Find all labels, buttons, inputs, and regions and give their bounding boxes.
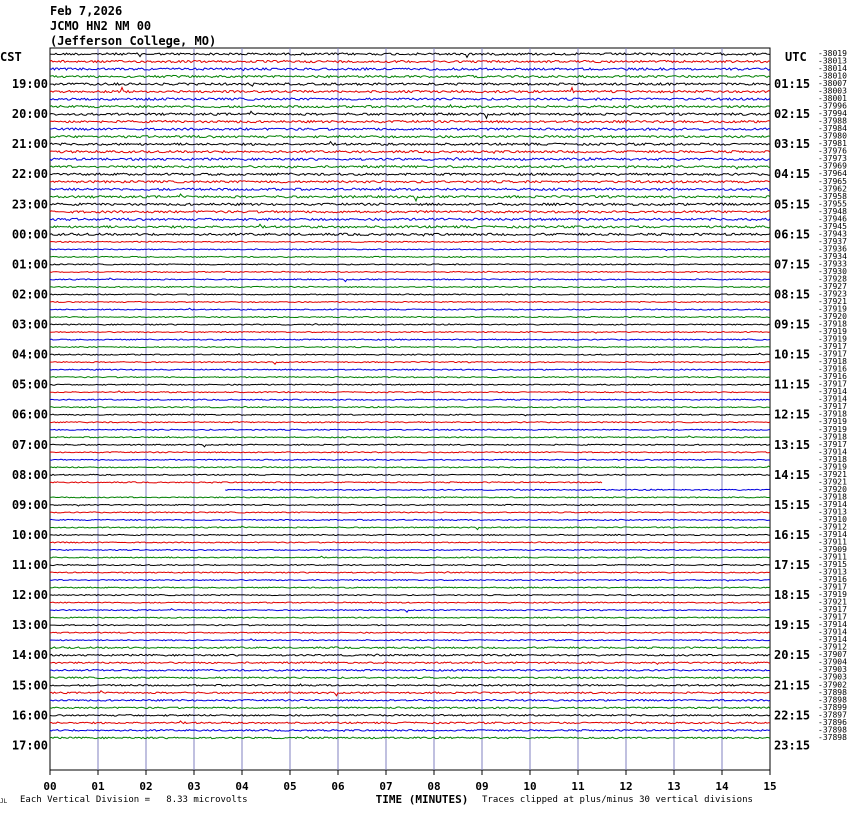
- trace-offset-label: -37917: [818, 402, 847, 412]
- cst-hour-label: 15:00: [11, 678, 48, 693]
- seismic-trace: [50, 691, 770, 696]
- trace-offset-label: -37928: [818, 274, 847, 284]
- x-tick-label: 08: [427, 780, 441, 793]
- trace-offset-label: -37919: [818, 417, 847, 427]
- seismic-trace: [50, 324, 770, 325]
- trace-offset-label: -37937: [818, 236, 847, 246]
- x-tick-label: 10: [523, 780, 537, 793]
- seismic-trace: [50, 173, 770, 175]
- trace-offset-label: -37898: [818, 687, 847, 697]
- x-tick-label: 07: [379, 780, 393, 793]
- trace-offset-label: -37914: [818, 387, 847, 397]
- seismic-trace: [50, 715, 770, 717]
- seismic-trace: [50, 654, 770, 656]
- x-tick-label: 11: [571, 780, 585, 793]
- trace-offset-label: -37916: [818, 364, 847, 374]
- trace-offset-label: -37917: [818, 342, 847, 352]
- trace-offset-label: -37903: [818, 665, 847, 675]
- trace-offset-label: -37914: [818, 635, 847, 645]
- clip-note: Traces clipped at plus/minus 30 vertical divisions: [482, 795, 753, 805]
- cst-hour-label: 23:00: [11, 197, 48, 212]
- seismic-trace: [50, 721, 770, 724]
- utc-hour-label: 17:15: [774, 558, 811, 573]
- seismic-trace: [50, 339, 770, 340]
- seismic-trace: [50, 308, 770, 310]
- seismic-trace: [50, 105, 770, 108]
- plot-date: Feb 7,2026: [50, 4, 123, 18]
- trace-offset-label: -37907: [818, 650, 847, 660]
- cst-hour-label: 16:00: [11, 708, 48, 723]
- seismic-trace: [50, 98, 770, 100]
- trace-offset-label: -37994: [818, 109, 847, 119]
- seismic-trace: [50, 474, 770, 475]
- x-tick-label: 12: [619, 780, 633, 793]
- trace-offset-label: -37913: [818, 567, 847, 577]
- trace-offset-label: -37919: [818, 424, 847, 434]
- trace-offset-label: -37902: [818, 680, 847, 690]
- trace-offset-label: -37919: [818, 334, 847, 344]
- seismic-trace: [50, 609, 770, 613]
- seismic-trace: [50, 181, 770, 183]
- trace-offset-label: -38013: [818, 56, 847, 66]
- trace-offset-label: -37915: [818, 560, 847, 570]
- trace-offset-label: -37973: [818, 154, 847, 164]
- seismic-trace: [50, 707, 770, 709]
- scale-note: Each Vertical Division = 8.33 microvolts: [20, 795, 248, 805]
- utc-hour-label: 08:15: [774, 287, 811, 302]
- trace-offset-label: -37916: [818, 575, 847, 585]
- seismic-trace: [50, 684, 770, 686]
- seismic-trace: [50, 572, 770, 573]
- seismic-trace: [50, 53, 770, 58]
- trace-offset-label: -37918: [818, 454, 847, 464]
- seismic-trace: [50, 384, 770, 385]
- utc-hour-label: 20:15: [774, 648, 811, 663]
- left-timezone-label: CST: [0, 50, 22, 64]
- x-tick-label: 06: [331, 780, 345, 793]
- cst-hour-label: 01:00: [11, 257, 48, 272]
- trace-offset-label: -37914: [818, 529, 847, 539]
- utc-hour-label: 11:15: [774, 377, 811, 392]
- utc-hour-label: 07:15: [774, 257, 811, 272]
- seismic-trace: [50, 301, 770, 302]
- trace-offset-label: -37914: [818, 394, 847, 404]
- seismic-trace: [50, 158, 770, 161]
- seismic-trace: [50, 512, 770, 513]
- trace-offset-label: -37898: [818, 732, 847, 742]
- seismic-trace: [50, 639, 770, 641]
- trace-offset-label: -37965: [818, 176, 847, 186]
- trace-offset-label: -37904: [818, 657, 847, 667]
- seismic-trace: [50, 294, 770, 295]
- seismic-trace: [50, 369, 770, 370]
- seismic-trace: [50, 669, 770, 671]
- seismic-trace: [50, 317, 770, 318]
- seismic-trace: [50, 466, 770, 468]
- trace-offset-label: -37920: [818, 312, 847, 322]
- seismic-trace: [50, 534, 770, 535]
- trace-offset-label: -37964: [818, 169, 847, 179]
- cst-hour-label: 19:00: [11, 77, 48, 92]
- right-timezone-label: UTC: [785, 50, 807, 64]
- utc-hour-label: 06:15: [774, 227, 811, 242]
- cst-hour-label: 21:00: [11, 137, 48, 152]
- trace-offset-label: -37899: [818, 702, 847, 712]
- trace-offset-label: -37921: [818, 296, 847, 306]
- x-tick-label: 15: [763, 780, 777, 793]
- trace-offset-label: -37969: [818, 161, 847, 171]
- trace-offset-label: -37919: [818, 590, 847, 600]
- trace-offset-label: -37921: [818, 469, 847, 479]
- seismic-trace: [50, 218, 770, 220]
- seismic-trace: [50, 444, 770, 447]
- trace-offset-label: -37910: [818, 514, 847, 524]
- seismic-trace: [50, 406, 770, 407]
- seismic-trace: [50, 75, 770, 77]
- cst-hour-label: 02:00: [11, 287, 48, 302]
- seismic-trace: [50, 128, 770, 130]
- trace-offset-label: -37918: [818, 319, 847, 329]
- seismic-trace: [50, 136, 770, 138]
- seismic-trace: [50, 647, 770, 649]
- seismic-trace: [50, 730, 770, 732]
- seismic-trace: [50, 142, 770, 146]
- seismic-trace: [50, 452, 770, 453]
- utc-hour-label: 03:15: [774, 137, 811, 152]
- utc-hour-label: 13:15: [774, 437, 811, 452]
- seismic-trace: [50, 556, 770, 558]
- seismic-trace: [50, 700, 770, 702]
- x-tick-label: 00: [43, 780, 57, 793]
- cst-hour-label: 04:00: [11, 347, 48, 362]
- trace-offset-label: -37909: [818, 544, 847, 554]
- trace-offset-label: -37918: [818, 492, 847, 502]
- utc-hour-label: 01:15: [774, 77, 811, 92]
- trace-offset-label: -37920: [818, 484, 847, 494]
- trace-offset-label: -37917: [818, 612, 847, 622]
- cst-hour-label: 03:00: [11, 317, 48, 332]
- cst-hour-label: 14:00: [11, 648, 48, 663]
- seismic-trace: [50, 459, 770, 460]
- trace-offset-label: -37916: [818, 372, 847, 382]
- utc-hour-label: 16:15: [774, 527, 811, 542]
- seismic-trace: [225, 489, 770, 490]
- seismic-trace: [50, 504, 770, 506]
- seismic-trace: [50, 399, 770, 400]
- seismic-trace: [50, 121, 770, 123]
- utc-hour-label: 05:15: [774, 197, 811, 212]
- trace-offset-label: -38007: [818, 79, 847, 89]
- cst-hour-label: 00:00: [11, 227, 48, 242]
- trace-offset-label: -37918: [818, 432, 847, 442]
- trace-offset-label: -37936: [818, 244, 847, 254]
- trace-offset-label: -37912: [818, 642, 847, 652]
- trace-offset-label: -38010: [818, 71, 847, 81]
- seismic-trace: [50, 617, 770, 618]
- trace-offset-label: -37914: [818, 620, 847, 630]
- seismic-trace: [50, 264, 770, 265]
- trace-offset-label: -37921: [818, 597, 847, 607]
- trace-offset-label: -37919: [818, 462, 847, 472]
- cst-hour-label: 17:00: [11, 738, 48, 753]
- trace-offset-label: -38001: [818, 94, 847, 104]
- seismic-trace: [50, 737, 770, 739]
- x-tick-label: 09: [475, 780, 489, 793]
- seismic-trace: [50, 377, 770, 378]
- trace-offset-label: -37921: [818, 477, 847, 487]
- trace-offset-label: -37897: [818, 710, 847, 720]
- cst-hour-label: 08:00: [11, 467, 48, 482]
- x-tick-label: 14: [715, 780, 729, 793]
- trace-offset-label: -37955: [818, 199, 847, 209]
- trace-offset-label: -37934: [818, 251, 847, 261]
- seismic-trace: [50, 549, 770, 550]
- trace-offset-label: -37918: [818, 409, 847, 419]
- seismic-trace: [50, 677, 770, 679]
- x-tick-label: 02: [139, 780, 153, 793]
- logo-mark: JL: [0, 798, 8, 805]
- trace-offset-label: -37988: [818, 116, 847, 126]
- trace-offset-label: -37958: [818, 191, 847, 201]
- cst-hour-label: 09:00: [11, 497, 48, 512]
- seismic-trace: [50, 602, 770, 603]
- seismic-trace: [50, 249, 770, 251]
- seismic-trace: [50, 632, 770, 633]
- trace-offset-label: -37980: [818, 131, 847, 141]
- trace-offset-label: -37927: [818, 281, 847, 291]
- seismic-trace: [50, 519, 770, 521]
- utc-hour-label: 04:15: [774, 167, 811, 182]
- trace-offset-label: -37962: [818, 184, 847, 194]
- x-axis-label: TIME (MINUTES): [375, 793, 469, 806]
- seismic-trace: [50, 203, 770, 205]
- seismic-trace: [50, 422, 770, 423]
- seismic-trace: [50, 224, 770, 228]
- utc-hour-label: 02:15: [774, 107, 811, 122]
- trace-offset-label: -38014: [818, 64, 847, 74]
- seismic-trace: [50, 625, 770, 626]
- cst-hour-label: 13:00: [11, 618, 48, 633]
- x-tick-label: 03: [187, 780, 201, 793]
- seismic-trace: [50, 391, 770, 393]
- trace-offset-label: -37903: [818, 672, 847, 682]
- x-tick-label: 05: [283, 780, 297, 793]
- seismic-trace: [50, 211, 770, 213]
- seismic-trace: [50, 166, 770, 169]
- seismic-trace: [50, 111, 770, 118]
- seismic-trace: [50, 271, 770, 273]
- trace-offset-label: -37917: [818, 379, 847, 389]
- cst-hour-label: 10:00: [11, 527, 48, 542]
- cst-hour-label: 11:00: [11, 558, 48, 573]
- station-location: (Jefferson College, MO): [50, 34, 217, 48]
- trace-offset-label: -38003: [818, 86, 847, 96]
- trace-offset-label: -38019: [818, 49, 847, 58]
- trace-offset-label: -37919: [818, 304, 847, 314]
- utc-hour-label: 18:15: [774, 588, 811, 603]
- trace-offset-label: -37981: [818, 139, 847, 149]
- trace-offset-label: -37898: [818, 695, 847, 705]
- seismic-trace: [50, 526, 770, 530]
- seismic-trace: [50, 497, 770, 498]
- cst-hour-label: 12:00: [11, 588, 48, 603]
- seismic-trace: [50, 362, 770, 365]
- seismic-trace: [50, 60, 770, 62]
- trace-offset-label: -37912: [818, 522, 847, 532]
- trace-offset-label: -37896: [818, 717, 847, 727]
- utc-hour-label: 10:15: [774, 347, 811, 362]
- seismic-trace: [50, 83, 770, 86]
- seismic-trace: [50, 332, 770, 334]
- trace-offset-label: -37948: [818, 206, 847, 216]
- seismic-trace: [50, 68, 770, 71]
- trace-offset-label: -37943: [818, 229, 847, 239]
- trace-offset-label: -37996: [818, 101, 847, 111]
- seismic-trace: [50, 278, 770, 282]
- trace-offset-label: -37933: [818, 259, 847, 269]
- trace-offset-label: -37946: [818, 214, 847, 224]
- cst-hour-label: 07:00: [11, 437, 48, 452]
- utc-hour-label: 19:15: [774, 618, 811, 633]
- seismic-trace: [50, 88, 770, 93]
- seismic-trace: [50, 580, 770, 582]
- cst-hour-label: 20:00: [11, 107, 48, 122]
- seismic-trace: [50, 194, 770, 201]
- seismic-trace: [50, 587, 770, 588]
- trace-offset-label: -37917: [818, 605, 847, 615]
- trace-offset-label: -37976: [818, 146, 847, 156]
- trace-offset-label: -37913: [818, 507, 847, 517]
- utc-hour-label: 12:15: [774, 407, 811, 422]
- trace-offset-label: -37917: [818, 582, 847, 592]
- seismic-trace: [50, 151, 770, 154]
- trace-offset-label: -37914: [818, 447, 847, 457]
- seismic-trace: [50, 353, 770, 355]
- x-tick-label: 04: [235, 780, 249, 793]
- seismic-trace: [50, 347, 770, 348]
- seismic-trace: [50, 429, 770, 430]
- utc-hour-label: 21:15: [774, 678, 811, 693]
- utc-hour-label: 14:15: [774, 467, 811, 482]
- seismic-trace: [50, 662, 770, 665]
- cst-hour-label: 06:00: [11, 407, 48, 422]
- trace-offset-label: -37914: [818, 499, 847, 509]
- trace-offset-label: -37911: [818, 552, 847, 562]
- trace-offset-label: -37984: [818, 124, 847, 134]
- trace-offset-label: -37917: [818, 439, 847, 449]
- trace-offset-label: -37911: [818, 537, 847, 547]
- cst-hour-label: 05:00: [11, 377, 48, 392]
- utc-hour-label: 15:15: [774, 497, 811, 512]
- seismic-trace: [50, 241, 770, 242]
- x-tick-label: 13: [667, 780, 681, 793]
- seismic-trace: [50, 595, 770, 596]
- seismic-trace: [50, 482, 602, 483]
- seismic-trace: [50, 565, 770, 566]
- trace-offset-label: -37918: [818, 357, 847, 367]
- seismic-trace: [50, 542, 770, 543]
- seismic-trace: [50, 233, 770, 236]
- x-tick-label: 01: [91, 780, 105, 793]
- seismic-trace: [50, 188, 770, 191]
- utc-hour-label: 23:15: [774, 738, 811, 753]
- trace-offset-label: -37919: [818, 327, 847, 337]
- seismic-trace: [50, 436, 770, 438]
- trace-offset-label: -37945: [818, 221, 847, 231]
- seismic-trace: [50, 414, 770, 416]
- utc-hour-label: 22:15: [774, 708, 811, 723]
- utc-hour-label: 09:15: [774, 317, 811, 332]
- station-code: JCMO HN2 NM 00: [50, 19, 152, 33]
- trace-offset-label: -37917: [818, 349, 847, 359]
- trace-offset-label: -37914: [818, 627, 847, 637]
- trace-offset-label: -37898: [818, 725, 847, 735]
- trace-offset-label: -37923: [818, 289, 847, 299]
- trace-offset-label: -37930: [818, 266, 847, 276]
- seismic-trace: [50, 256, 770, 257]
- cst-hour-label: 22:00: [11, 167, 48, 182]
- seismic-trace: [50, 286, 770, 287]
